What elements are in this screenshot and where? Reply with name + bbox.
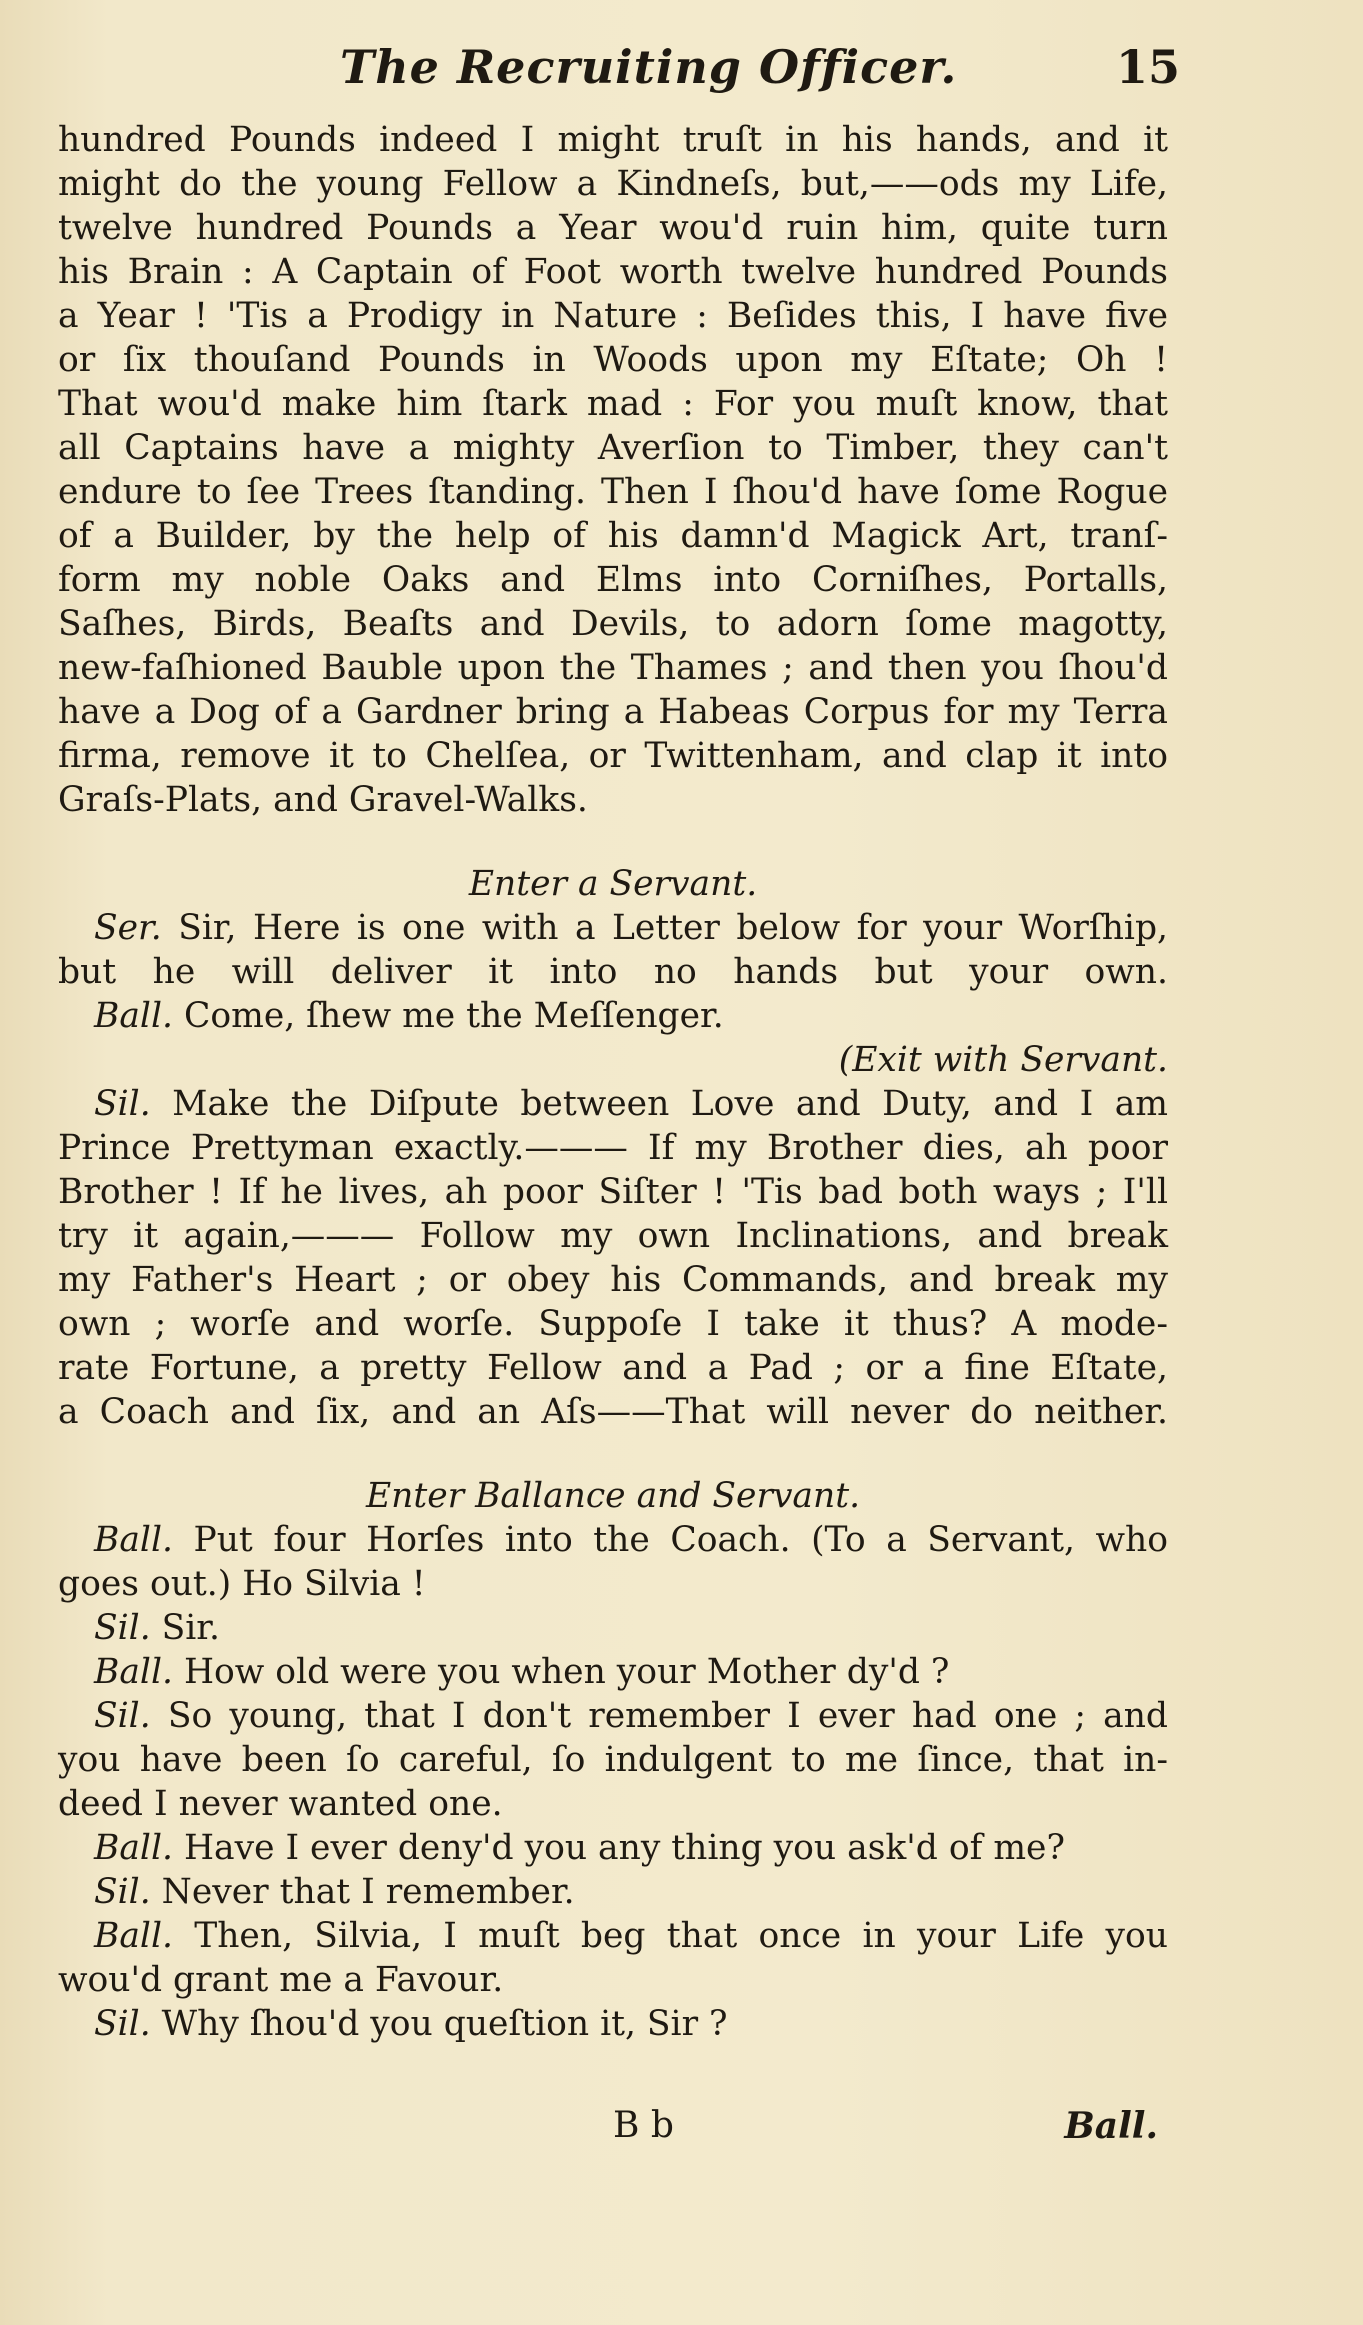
- catchword: Ball.: [1064, 2105, 1158, 2147]
- speech-text: Why ſhou'd you queſtion it, Sir ?: [161, 2004, 728, 2044]
- speaker-name: Ball.: [94, 1520, 173, 1560]
- text-line: all Captains have a mighty Averſion to Timber, they can't: [58, 428, 1168, 468]
- dialogue-line: [58, 1914, 1168, 1958]
- speaker-name: Ball.: [94, 1916, 173, 1956]
- speaker-name: Sil.: [94, 1084, 151, 1124]
- dialogue-line: Prince Prettyman exactly.——— If my Brother dies, ah poor: [58, 1128, 1168, 1168]
- text-line: have a Dog of a Gardner bring a Habeas Corpus for my Terra: [58, 692, 1168, 732]
- text-line: twelve hundred Pounds a Year wou'd ruin him, quite turn: [58, 208, 1168, 248]
- dialogue-line: [58, 1694, 1168, 1738]
- running-header: [340, 40, 1180, 110]
- text-line: of a Builder, by the help of his damn'd Magick Art, tranſ-: [58, 516, 1168, 556]
- dialogue-line: [58, 1606, 1168, 1650]
- speech-text: Put four Horſes into the Coach. (To a Servant, who: [193, 1520, 1168, 1560]
- dialogue-line: [58, 906, 1168, 950]
- text-line: That wou'd make him ſtark mad : For you muſt know, that: [58, 384, 1168, 424]
- page-number: 15: [1115, 40, 1180, 94]
- stage-direction: Enter Ballance and Servant.: [365, 1476, 861, 1516]
- speaker-name: Ser.: [94, 908, 162, 948]
- dialogue-line: [58, 1870, 1168, 1914]
- text-line: Saſhes, Birds, Beaſts and Devils, to adorn ſome magotty,: [58, 604, 1168, 644]
- dialogue-line: [58, 1738, 1168, 1782]
- speaker-name: Ball.: [94, 1652, 173, 1692]
- speech-text: you have been ſo careful, ſo indulgent to me ſince, that in-: [58, 1740, 1168, 1780]
- speech-text: Have I ever deny'd you any thing you ask'd of me?: [183, 1828, 1065, 1868]
- dialogue-line: [58, 1518, 1168, 1562]
- dialogue-line: [58, 1082, 1168, 1126]
- text-line: or ſix thouſand Pounds in Woods upon my Eſtate; Oh !: [58, 340, 1168, 380]
- speech-text: Make the Diſpute between Love and Duty, and I am: [172, 1084, 1169, 1124]
- page-body: [58, 118, 1168, 2046]
- text-line: new-faſhioned Bauble upon the Thames ; and then you ſhou'd: [58, 648, 1168, 688]
- text-line: firma, remove it to Chelſea, or Twittenham, and clap it into: [58, 736, 1168, 776]
- exit-direction: (Exit with Servant.: [838, 1040, 1168, 1080]
- dialogue-line: [58, 1782, 1168, 1826]
- signature-mark: B b: [613, 2105, 674, 2146]
- paragraph-gap: [58, 1434, 1168, 1474]
- speaker-name: Ball.: [94, 1828, 173, 1868]
- dialogue-line: [58, 1562, 1168, 1606]
- running-title: The Recruiting Officer.: [340, 40, 958, 94]
- dialogue-line: own ; worſe and worſe. Suppoſe I take it thus? A mode-: [58, 1304, 1168, 1344]
- speaker-name: Sil.: [94, 1696, 151, 1736]
- speech-text: Come, ſhew me the Meſſenger.: [183, 996, 724, 1036]
- speech-text: wou'd grant me a Favour.: [58, 1960, 504, 2000]
- text-line: might do the young Fellow a Kindneſs, but,——ods my Life,: [58, 164, 1168, 204]
- speech-text: So young, that I don't remember I ever had one ; and: [167, 1696, 1168, 1736]
- dialogue-line: [58, 1650, 1168, 1694]
- speaker-name: Sil.: [94, 1872, 151, 1912]
- dialogue-line: [58, 994, 1168, 1038]
- speech-text: Then, Silvia, I muſt beg that once in your Life you: [194, 1916, 1168, 1956]
- text-line: his Brain : A Captain of Foot worth twelve hundred Pounds: [58, 252, 1168, 292]
- dialogue-line: [58, 1958, 1168, 2002]
- speech-text: goes out.) Ho Silvia !: [58, 1564, 426, 1604]
- speech-text: Sir, Here is one with a Letter below for your Worſhip,: [178, 908, 1168, 948]
- speech-text: Sir.: [161, 1608, 220, 1648]
- dialogue-line: [58, 950, 1168, 994]
- text-line: hundred Pounds indeed I might truſt in his hands, and it: [58, 120, 1168, 160]
- speech-text: How old were you when your Mother dy'd ?: [183, 1652, 950, 1692]
- dialogue-line: [58, 1826, 1168, 1870]
- text-line: endure to ſee Trees ſtanding. Then I ſhou'd have ſome Rogue: [58, 472, 1168, 512]
- speaker-name: Sil.: [94, 1608, 151, 1648]
- speech-text: but he will deliver it into no hands but your own.: [58, 952, 1168, 992]
- dialogue-line: try it again,——— Follow my own Inclinations, and break: [58, 1216, 1168, 1256]
- stage-direction: Enter a Servant.: [468, 864, 758, 904]
- text-line: form my noble Oaks and Elms into Corniſhes, Portalls,: [58, 560, 1168, 600]
- text-line: Graſs-Plats, and Gravel-Walks.: [58, 780, 588, 820]
- speaker-name: Ball.: [94, 996, 173, 1036]
- dialogue-line: a Coach and ſix, and an Aſs——That will never do neither.: [58, 1392, 1168, 1432]
- dialogue-line: rate Fortune, a pretty Fellow and a Pad ; or a fine Eſtate,: [58, 1348, 1168, 1388]
- page-footer: [58, 2105, 1158, 2155]
- dialogue-line: my Father's Heart ; or obey his Commands, and break my: [58, 1260, 1168, 1300]
- dialogue-line: [58, 2002, 1168, 2046]
- speech-text: Never that I remember.: [161, 1872, 575, 1912]
- dialogue-line: Brother ! If he lives, ah poor Siſter ! 'Tis bad both ways ; I'll: [58, 1172, 1168, 1212]
- speaker-name: Sil.: [94, 2004, 151, 2044]
- speech-text: deed I never wanted one.: [58, 1784, 503, 1824]
- text-line: a Year ! 'Tis a Prodigy in Nature : Beſides this, I have five: [58, 296, 1168, 336]
- paragraph-gap: [58, 822, 1168, 862]
